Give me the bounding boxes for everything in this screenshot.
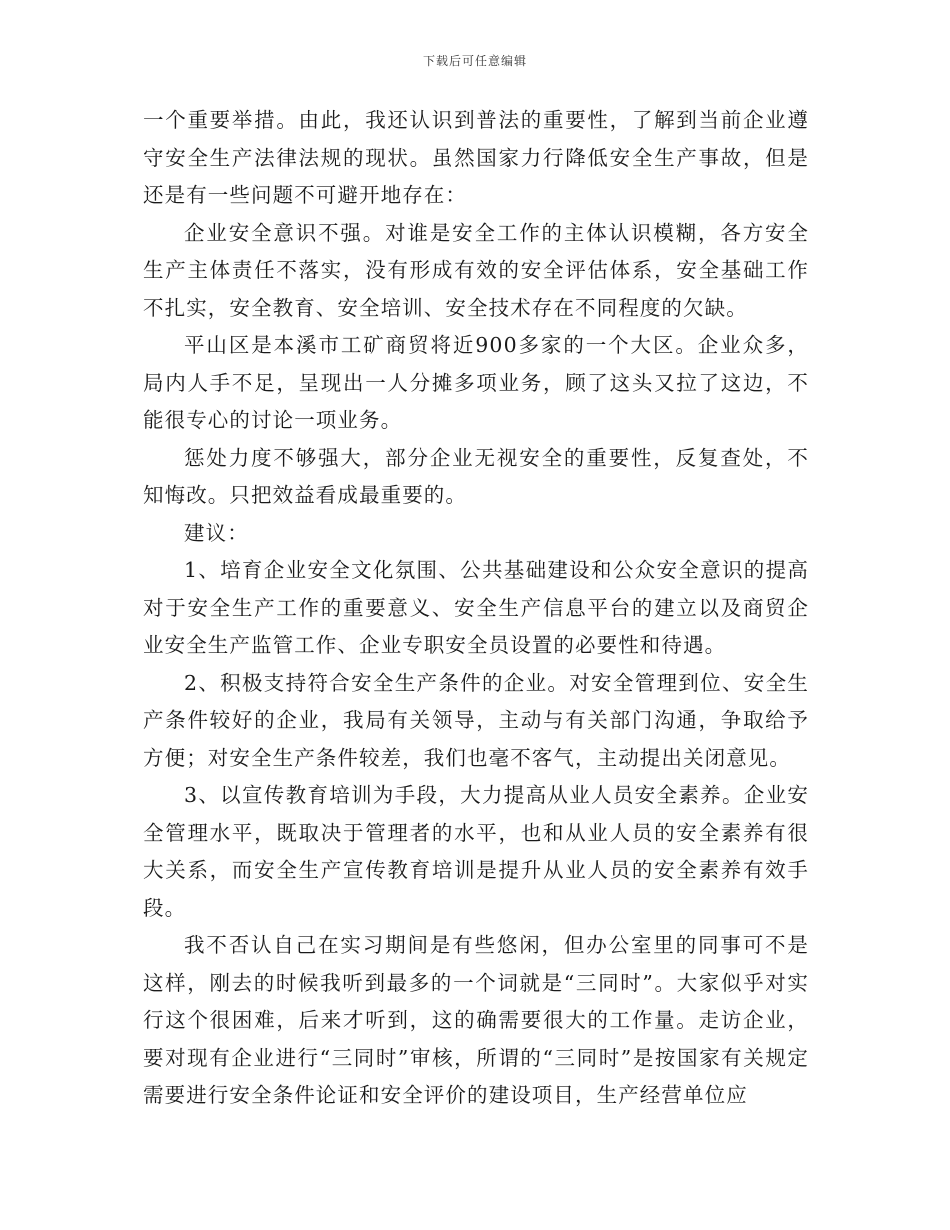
paragraph-intro-continuation: 一个重要举措。由此，我还认识到普法的重要性，了解到当前企业遵守安全生产法律法规的现状。虽然国家力行降低安全生产事故，但是还是有一些问题不可避开地存在：: [143, 108, 809, 207]
paragraph-suggestion-3: 3、以宣传教育培训为手段，大力提高从业人员安全素养。企业安全管理水平，既取决于管理者的水平，也和从业人员的安全素养有很大关系，而安全生产宣传教育培训是提升从业人员的安全素养有效手段。: [143, 783, 809, 920]
paragraph-internship-reflection: 我不否认自己在实习期间是有些悠闲，但办公室里的同事可不是这样，刚去的时候我听到最多的一个词就是“三同时”。大家似乎对实行这个很困难，后来才听到，这的确需要很大的工作量。走访企业，要对现有企业进行“三同时”审核，所谓的“三同时”是按国家有关规定需要进行安全条件论证和安全评价的建设项目，生产经营单位应: [143, 933, 809, 1107]
paragraph-suggestion-2: 2、积极支持符合安全生产条件的企业。对安全管理到位、安全生产条件较好的企业，我局有关领导，主动与有关部门沟通，争取给予方便；对安全生产条件较差，我们也毫不客气，主动提出关闭意见。: [143, 670, 809, 770]
paragraph-suggestions-heading: 建议：: [184, 520, 249, 545]
paragraph-suggestion-1: 1、培育企业安全文化氛围、公共基础建设和公众安全意识的提高对于安全生产工作的重要意义、安全生产信息平台的建立以及商贸企业安全生产监管工作、企业专职安全员设置的必要性和待遇。: [143, 558, 809, 657]
paragraph-penalty-strength: 惩处力度不够强大，部分企业无视安全的重要性，反复查处，不知悔改。只把效益看成最重要的。: [143, 445, 809, 507]
document-body: [143, 102, 809, 1115]
page-header: 下载后可任意编辑: [422, 54, 527, 68]
paragraph-safety-awareness: 企业安全意识不强。对谁是安全工作的主体认识模糊，各方安全生产主体责任不落实，没有形成有效的安全评估体系，安全基础工作不扎实，安全教育、安全培训、安全技术存在不同程度的欠缺。: [143, 220, 809, 320]
paragraph-pingshan-district: 平山区是本溪市工矿商贸将近900多家的一个大区。企业众多，局内人手不足，呈现出一人分摊多项业务，顾了这头又拉了这边，不能很专心的讨论一项业务。: [143, 333, 809, 432]
